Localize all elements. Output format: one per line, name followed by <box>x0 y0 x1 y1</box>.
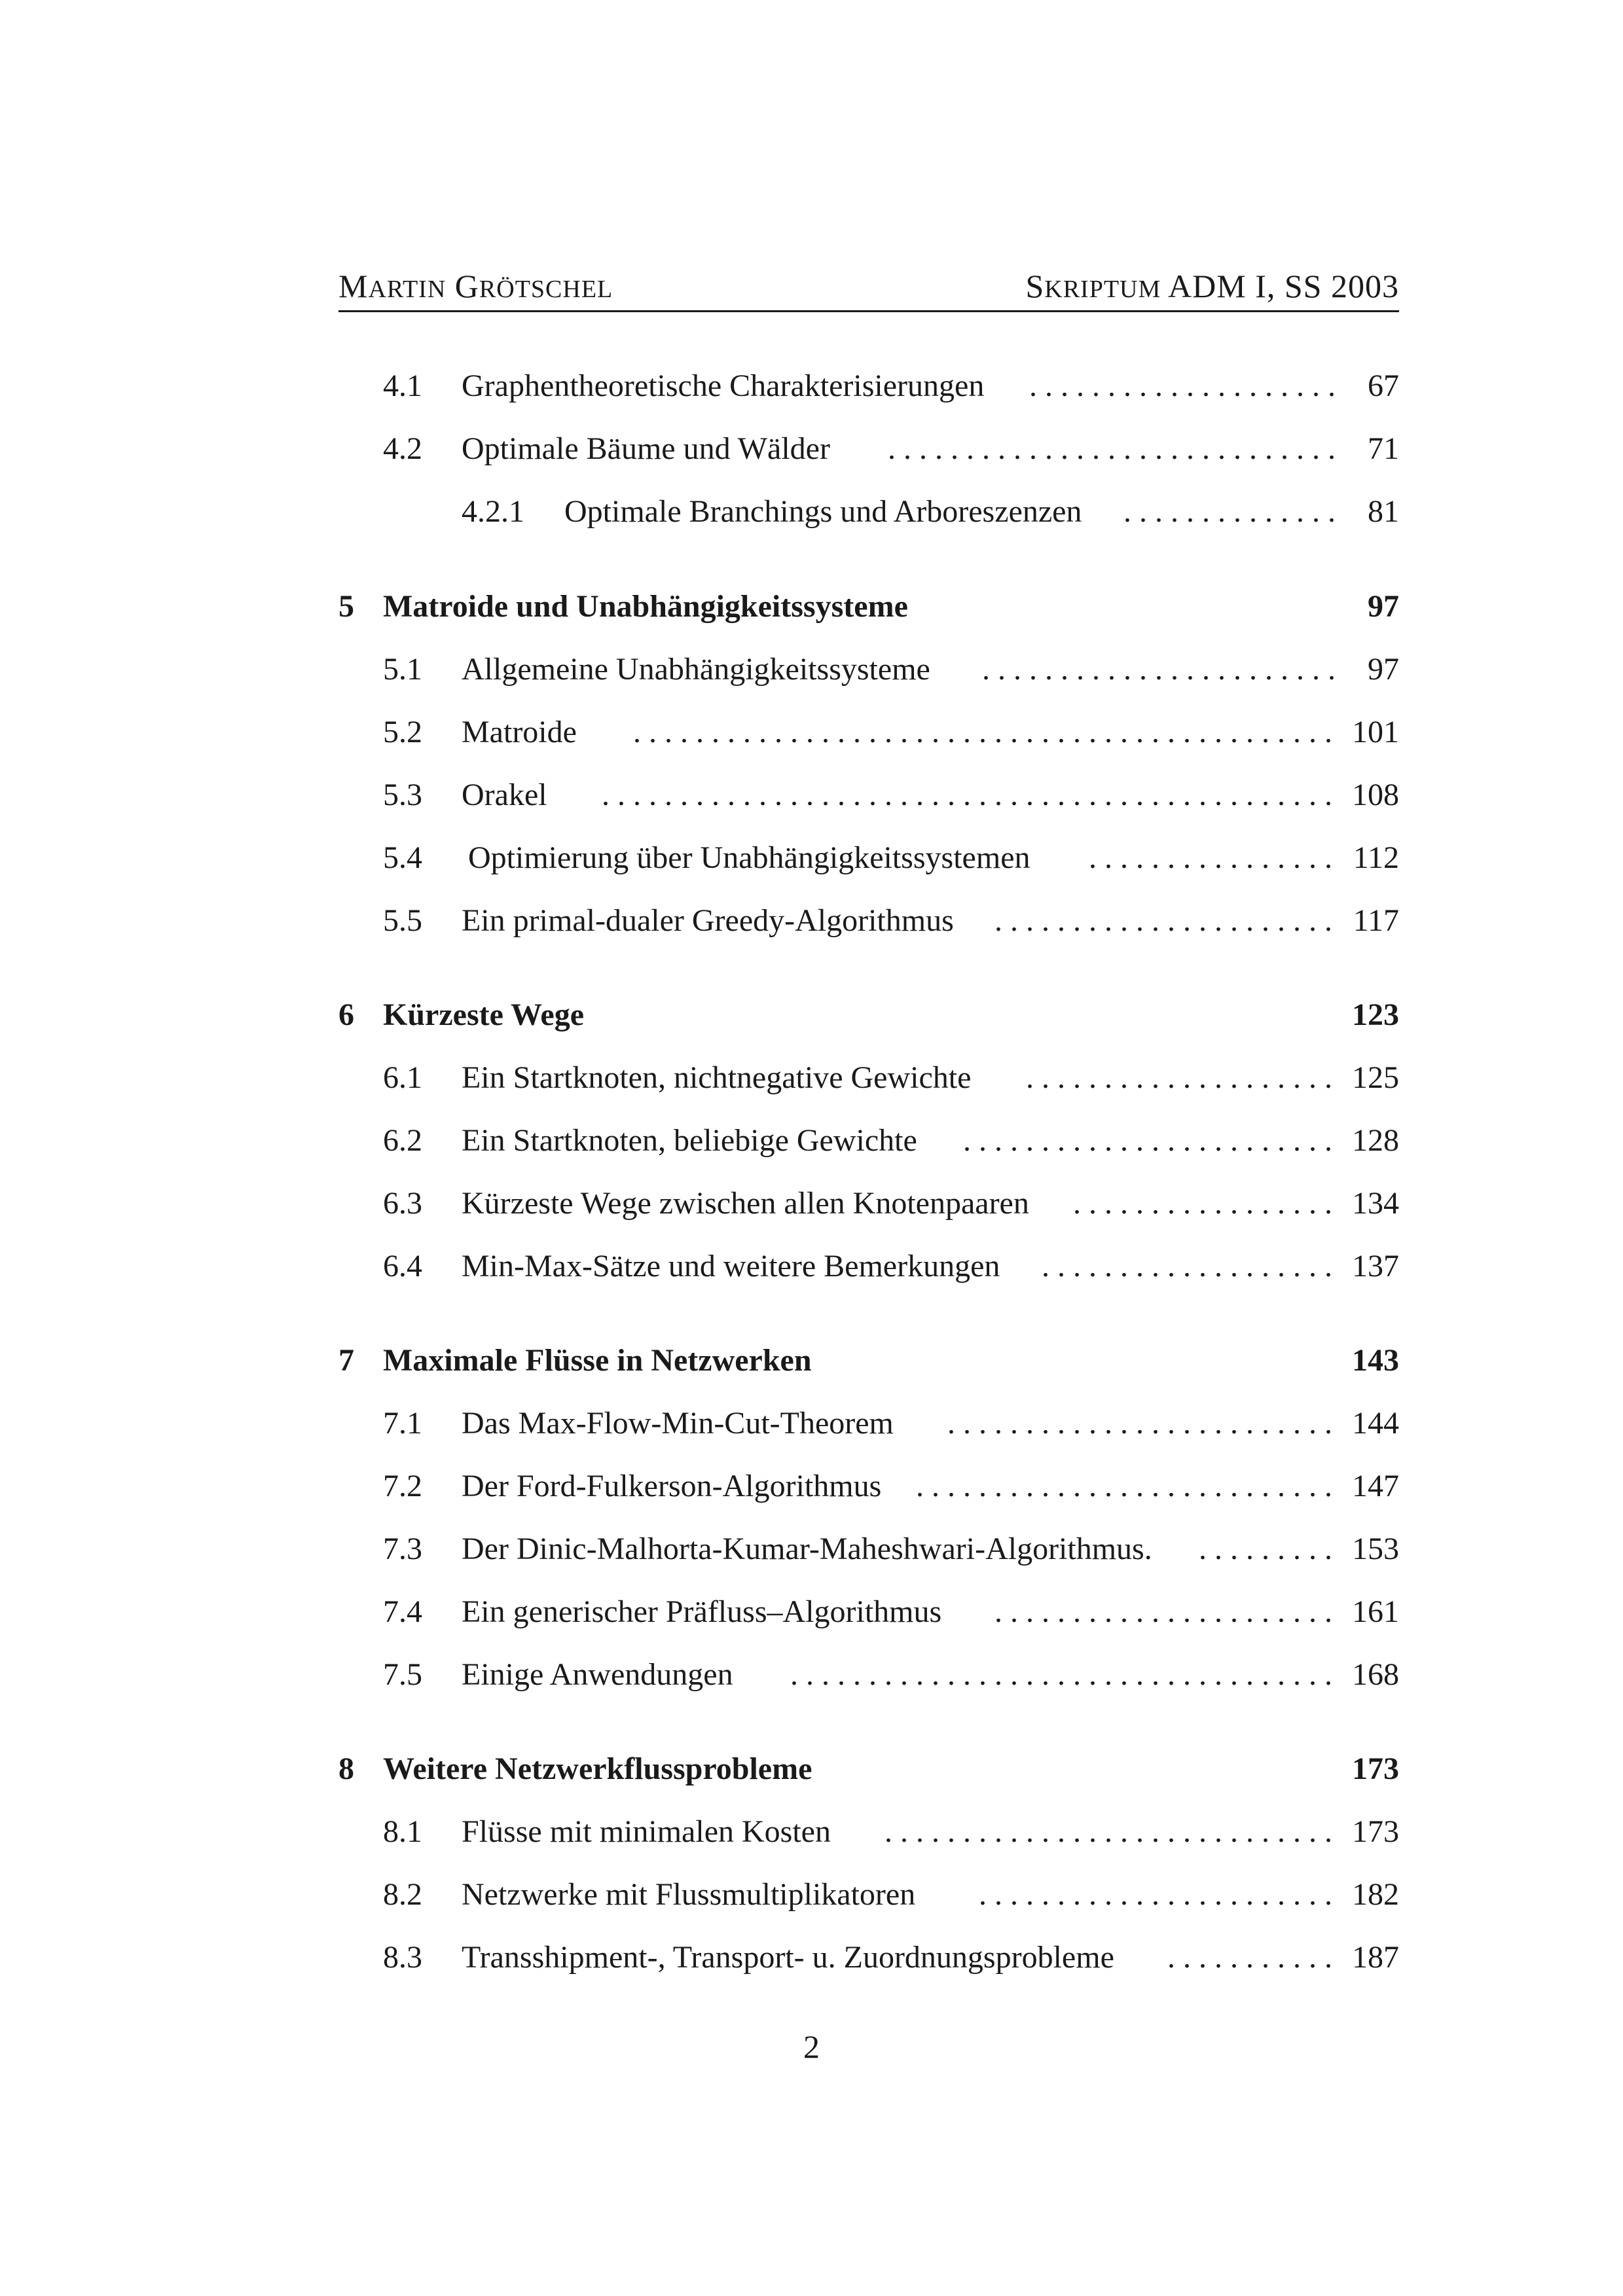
entry-page: 128 <box>1352 1123 1399 1158</box>
entry-number: 6.1 <box>383 1060 422 1095</box>
dot-leader: . . . . . . . . . . . . . . . . . . . . . . . . . . . . . . . . . . . . . . . . . . . . . <box>633 715 1332 749</box>
dot-leader: . . . . . . . . . . . . . . . . . . . . . . <box>994 903 1332 938</box>
entry-number: 5 <box>338 589 354 624</box>
entry-number: 8.2 <box>383 1877 422 1912</box>
entry-page: 173 <box>1352 1814 1399 1849</box>
toc-entry-section[interactable] <box>0 1530 1623 1569</box>
dot-leader: . . . . . . . . . . . . . . . . . . . . . . . <box>979 1877 1332 1912</box>
entry-title: Ein Startknoten, beliebige Gewichte <box>462 1123 917 1158</box>
entry-title: Graphentheoretische Charakterisierungen <box>462 368 985 403</box>
toc-entry-section[interactable] <box>0 713 1623 752</box>
entry-page: 101 <box>1352 715 1399 749</box>
entry-number: 5.3 <box>383 778 422 812</box>
toc-entry-section[interactable] <box>0 1592 1623 1632</box>
entry-title: Der Dinic-Malhorta-Kumar-Maheshwari-Algorithmus. <box>462 1532 1152 1566</box>
entry-title: Ein primal-dualer Greedy-Algorithmus <box>462 903 954 938</box>
toc-entry-section[interactable] <box>0 1247 1623 1286</box>
entry-title: Flüsse mit minimalen Kosten <box>462 1814 831 1849</box>
dot-leader: . . . . . . . . . . . . . . . . . . . . . . . . . . . . . <box>888 431 1336 466</box>
dot-leader: . . . . . . . . . . . . . . . . . . . . <box>1029 368 1336 403</box>
dot-leader: . . . . . . . . . . . . . . . . . . . . . . . . <box>963 1123 1332 1158</box>
toc-entry-subsection[interactable] <box>0 492 1623 531</box>
entry-page: 134 <box>1352 1186 1399 1221</box>
entry-title: Einige Anwendungen <box>462 1657 733 1692</box>
entry-page: 143 <box>1352 1343 1399 1378</box>
dot-leader: . . . . . . . . . . . . . . . . . . . . <box>1026 1060 1332 1095</box>
entry-page: 168 <box>1352 1657 1399 1692</box>
entry-title: Ein generischer Präfluss–Algorithmus <box>462 1594 942 1629</box>
entry-title: Optimierung über Unabhängigkeitssystemen <box>468 840 1030 875</box>
toc-entry-section[interactable] <box>0 1404 1623 1443</box>
entry-page: 97 <box>1368 589 1399 624</box>
entry-number: 7.5 <box>383 1657 422 1692</box>
toc-entry-chapter[interactable] <box>0 1749 1623 1789</box>
entry-number: 7.3 <box>383 1532 422 1566</box>
dot-leader: . . . . . . . . . . . . . . . . . . . . . . . . . . . <box>916 1469 1332 1503</box>
entry-title: Der Ford-Fulkerson-Algorithmus <box>462 1469 882 1503</box>
dot-leader: . . . . . . . . . . . . . . . . . . . . . . . . . . . . . . . . . . . <box>790 1657 1332 1692</box>
entry-page: 125 <box>1352 1060 1399 1095</box>
dot-leader: . . . . . . . . . . . . . . . . <box>1089 840 1332 875</box>
entry-title: Ein Startknoten, nichtnegative Gewichte <box>462 1060 972 1095</box>
dot-leader: . . . . . . . . . . . . . . . . . . . . . . . . . . . . . . . . . . . . . . . . . . . . . . . <box>602 778 1332 812</box>
toc-entry-section[interactable] <box>0 901 1623 941</box>
toc-entry-section[interactable] <box>0 1121 1623 1160</box>
entry-page: 182 <box>1352 1877 1399 1912</box>
entry-number: 6.4 <box>383 1249 422 1283</box>
entry-title: Orakel <box>462 778 547 812</box>
entry-page: 147 <box>1352 1469 1399 1503</box>
entry-page: 173 <box>1352 1751 1399 1786</box>
toc-entry-section[interactable] <box>0 1938 1623 1977</box>
entry-page: 153 <box>1352 1532 1399 1566</box>
entry-number: 5.1 <box>383 652 422 687</box>
entry-number: 4.1 <box>383 368 422 403</box>
toc-entry-section[interactable] <box>0 1655 1623 1695</box>
header-author: MARTIN GRÖTSCHEL <box>338 268 613 304</box>
entry-number: 7.1 <box>383 1406 422 1441</box>
toc-entry-section[interactable] <box>0 1184 1623 1223</box>
entry-title: Matroide <box>462 715 577 749</box>
entry-title: Optimale Branchings und Arboreszenzen <box>564 494 1082 529</box>
toc-entry-chapter[interactable] <box>0 1341 1623 1380</box>
entry-title: Weitere Netzwerkflussprobleme <box>383 1751 812 1786</box>
entry-number: 7 <box>338 1343 354 1378</box>
toc-entry-section[interactable] <box>0 776 1623 815</box>
entry-title: Das Max-Flow-Min-Cut-Theorem <box>462 1406 894 1441</box>
entry-page: 137 <box>1352 1249 1399 1283</box>
entry-page: 187 <box>1352 1940 1399 1975</box>
entry-page: 71 <box>1368 431 1399 466</box>
entry-number: 6.3 <box>383 1186 422 1221</box>
dot-leader: . . . . . . . . . . . . . . . . . . . <box>1042 1249 1332 1283</box>
toc-entry-chapter[interactable] <box>0 587 1623 626</box>
dot-leader: . . . . . . . . . . . . . . . . . . . . . . . . . <box>947 1406 1332 1441</box>
entry-title: Matroide und Unabhängigkeitssysteme <box>383 589 908 624</box>
entry-number: 8.3 <box>383 1940 422 1975</box>
entry-title: Maximale Flüsse in Netzwerken <box>383 1343 812 1378</box>
toc-entry-section[interactable] <box>0 1875 1623 1914</box>
dot-leader: . . . . . . . . . . . . . . . . . <box>1073 1186 1332 1221</box>
dot-leader: . . . . . . . . . <box>1199 1532 1332 1566</box>
entry-number: 6 <box>338 997 354 1032</box>
entry-number: 7.2 <box>383 1469 422 1503</box>
entry-number: 5.4 <box>383 840 422 875</box>
dot-leader: . . . . . . . . . . . <box>1167 1940 1332 1975</box>
entry-title: Netzwerke mit Flussmultiplikatoren <box>462 1877 916 1912</box>
entry-page: 161 <box>1352 1594 1399 1629</box>
toc-entry-chapter[interactable] <box>0 996 1623 1035</box>
header-document: SKRIPTUM ADM I, SS 2003 <box>1025 268 1399 304</box>
entry-number: 7.4 <box>383 1594 422 1629</box>
entry-title: Optimale Bäume und Wälder <box>462 431 830 466</box>
entry-number: 6.2 <box>383 1123 422 1158</box>
entry-page: 144 <box>1352 1406 1399 1441</box>
page-number: 2 <box>803 2028 820 2065</box>
dot-leader: . . . . . . . . . . . . . . <box>1123 494 1336 529</box>
toc-entry-section[interactable] <box>0 1812 1623 1852</box>
dot-leader: . . . . . . . . . . . . . . . . . . . . . . . . . . . . . <box>884 1814 1332 1849</box>
entry-title: Kürzeste Wege zwischen allen Knotenpaaren <box>462 1186 1029 1221</box>
entry-number: 5.5 <box>383 903 422 938</box>
entry-number: 5.2 <box>383 715 422 749</box>
entry-number: 4.2.1 <box>462 494 524 529</box>
entry-page: 81 <box>1368 494 1399 529</box>
entry-page: 112 <box>1353 840 1399 875</box>
toc-entry-section[interactable] <box>0 1058 1623 1098</box>
entry-title: Allgemeine Unabhängigkeitssysteme <box>462 652 930 687</box>
toc-entry-section[interactable] <box>0 367 1623 406</box>
dot-leader: . . . . . . . . . . . . . . . . . . . . . . <box>994 1594 1332 1629</box>
entry-page: 97 <box>1368 652 1399 687</box>
toc-entry-section[interactable] <box>0 429 1623 469</box>
entry-page: 123 <box>1352 997 1399 1032</box>
entry-number: 8 <box>338 1751 354 1786</box>
entry-page: 67 <box>1368 368 1399 403</box>
entry-page: 108 <box>1352 778 1399 812</box>
entry-number: 4.2 <box>383 431 422 466</box>
dot-leader: . . . . . . . . . . . . . . . . . . . . . . . <box>982 652 1336 687</box>
entry-title: Kürzeste Wege <box>383 997 585 1032</box>
toc-entry-section[interactable] <box>0 838 1623 878</box>
entry-title: Transshipment-, Transport- u. Zuordnungsprobleme <box>462 1940 1114 1975</box>
toc-entry-section[interactable] <box>0 1467 1623 1506</box>
entry-title: Min-Max-Sätze und weitere Bemerkungen <box>462 1249 1000 1283</box>
entry-page: 117 <box>1353 903 1399 938</box>
entry-number: 8.1 <box>383 1814 422 1849</box>
toc-entry-section[interactable] <box>0 650 1623 689</box>
